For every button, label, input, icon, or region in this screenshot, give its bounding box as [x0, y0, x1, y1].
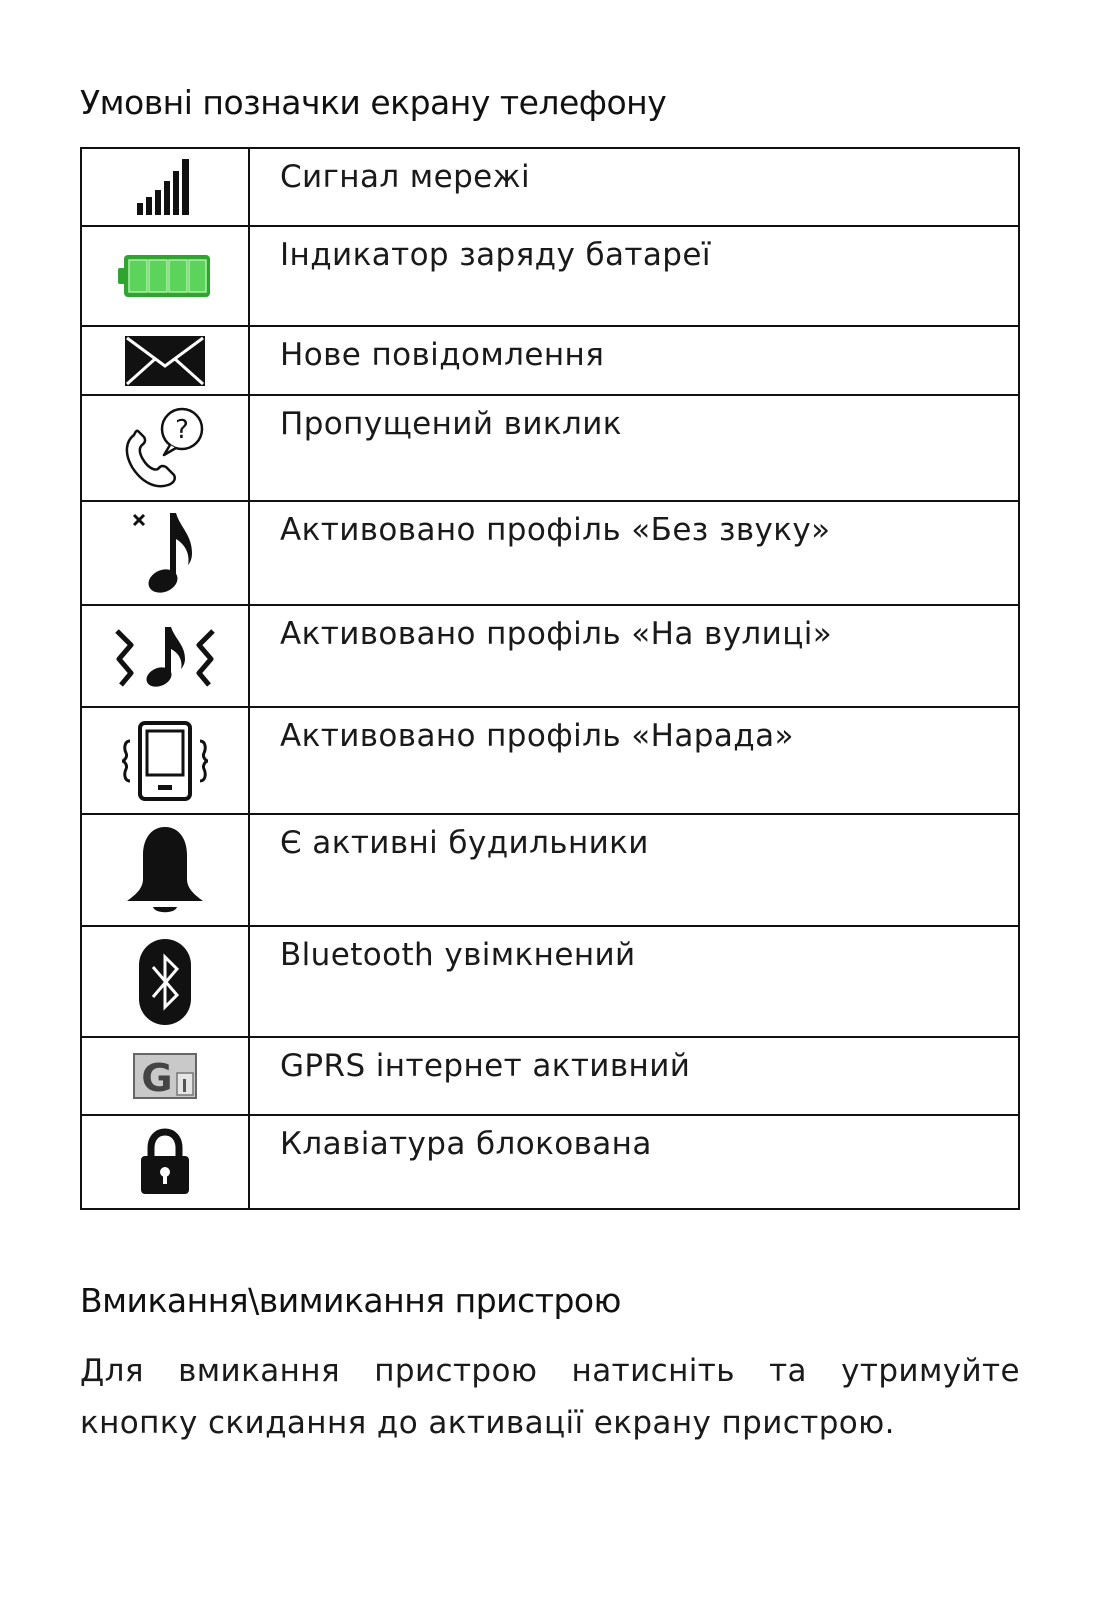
table-row	[81, 926, 1019, 1037]
power-instructions: Для вмикання пристрою натисніть та утримуйте кнопку скидання до активації екрану пристрою.	[80, 1353, 1020, 1441]
signal-icon	[135, 157, 195, 217]
table-row	[81, 1037, 1019, 1115]
section-title-power: Вмикання\вимикання пристрою	[80, 1281, 621, 1320]
table-row	[81, 814, 1019, 926]
row-label: Сигнал мережі	[249, 148, 1019, 226]
row-label: GPRS інтернет активний	[249, 1037, 1019, 1115]
gprs-icon	[133, 1051, 197, 1101]
table-row	[81, 326, 1019, 395]
table-row	[81, 707, 1019, 814]
bluetooth-icon	[135, 937, 195, 1027]
battery-icon	[118, 252, 212, 300]
table-row	[81, 148, 1019, 226]
row-label: Індикатор заряду батареї	[249, 226, 1019, 326]
bell-icon	[123, 823, 207, 917]
row-label: Нове повідомлення	[249, 326, 1019, 395]
row-label: Bluetooth увімкнений	[249, 926, 1019, 1037]
row-label: Клавіатура блокована	[249, 1115, 1019, 1209]
missed-call-icon	[120, 405, 210, 491]
vibrate-phone-icon	[120, 719, 210, 803]
silent-note-icon	[130, 509, 200, 597]
outdoor-note-icon	[113, 621, 217, 691]
row-label: Є активні будильники	[249, 814, 1019, 926]
table-row	[81, 395, 1019, 501]
envelope-icon	[125, 336, 205, 386]
row-label: Активовано профіль «Нарада»	[249, 707, 1019, 814]
table-row	[81, 605, 1019, 707]
row-label: Пропущений виклик	[249, 395, 1019, 501]
table-row	[81, 1115, 1019, 1209]
table-row	[81, 226, 1019, 326]
table-row	[81, 501, 1019, 605]
row-label: Активовано профіль «Без звуку»	[249, 501, 1019, 605]
svg-text:?: ?	[175, 415, 189, 445]
lock-icon	[137, 1128, 193, 1196]
section-title-status-icons: Умовні позначки екрану телефону	[80, 83, 667, 122]
row-label: Активовано профіль «На вулиці»	[249, 605, 1019, 707]
status-icons-table	[80, 147, 1020, 1210]
svg-text:G: G	[141, 1056, 173, 1100]
